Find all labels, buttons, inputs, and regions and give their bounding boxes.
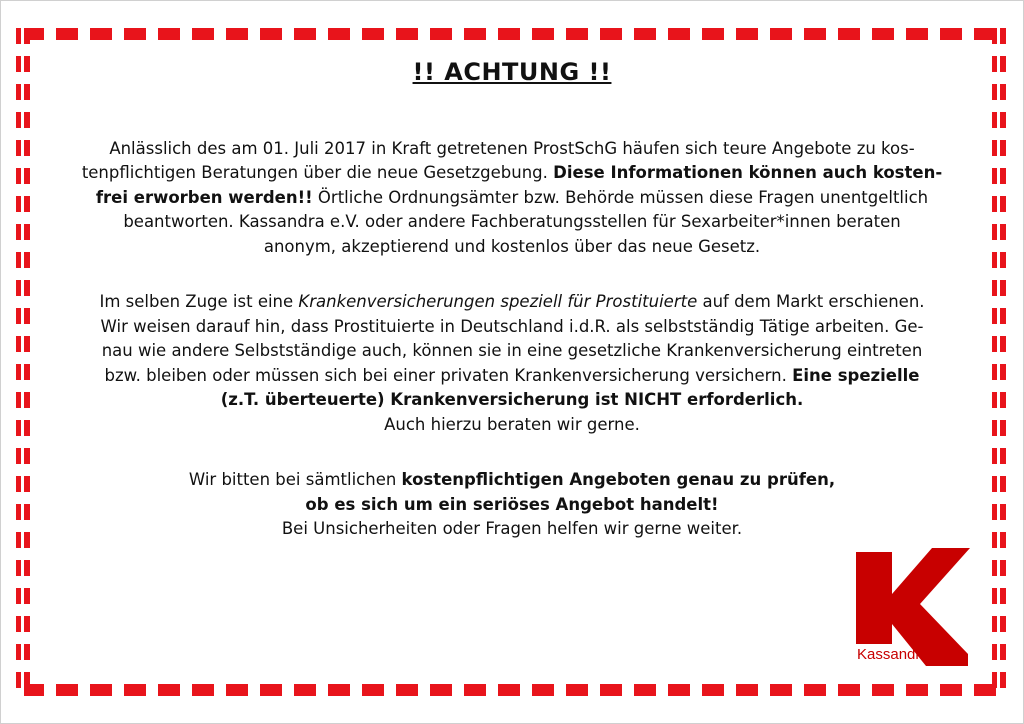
- notice-content: [56, 60, 968, 542]
- dashed-frame-left: [16, 28, 30, 696]
- dashed-frame-bottom: [22, 684, 1000, 696]
- page-title: !! ACHTUNG !!: [412, 58, 612, 86]
- paragraph-insurance: Im selben Zuge ist eine Krankenversicherungen speziell für Prostituierte auf dem Markt erschienen. Wir weisen darauf hin, dass Prostituierte in Deutschland i.d.R. als selbstständig Tätige arbeiten. Ge- nau wie andere Selbstständige auch, können sie in eine gesetzliche Krankenversicherung eintreten bzw. bleiben oder müssen sich bei einer privaten Krankenversicherung versichern. Eine spezielle (z.T. überteuerte) Krankenversicherung ist NICHT erforderlich. Auch hierzu beraten wir gerne.: [99, 292, 925, 434]
- dashed-frame-right: [992, 28, 1006, 696]
- paragraph-prostschg: Anlässlich des am 01. Juli 2017 in Kraft getretenen ProstSchG häufen sich teure Angebote zu kos- tenpflichtigen Beratungen über die neue Gesetzgebung. Diese Informationen können auch kosten- frei erworben werden!! Örtliche Ordnungsämter bzw. Behörde müssen diese Fragen unentgeltlich beantworten. Kassandra e.V. oder andere Fachberatungsstellen für Sexarbeiter*innen beraten anonym, akzeptierend und kostenlos über das neue Gesetz.: [81, 138, 943, 256]
- paragraph-check-offers: Wir bitten bei sämtlichen kostenpflichtigen Angeboten genau zu prüfen, ob es sich um ein seriöses Angebot handelt! Bei Unsicherheiten oder Fragen helfen wir gerne weiter.: [188, 470, 836, 538]
- logo-label: Kassandra e.V.: [857, 646, 959, 663]
- dashed-frame-top: [22, 28, 1000, 40]
